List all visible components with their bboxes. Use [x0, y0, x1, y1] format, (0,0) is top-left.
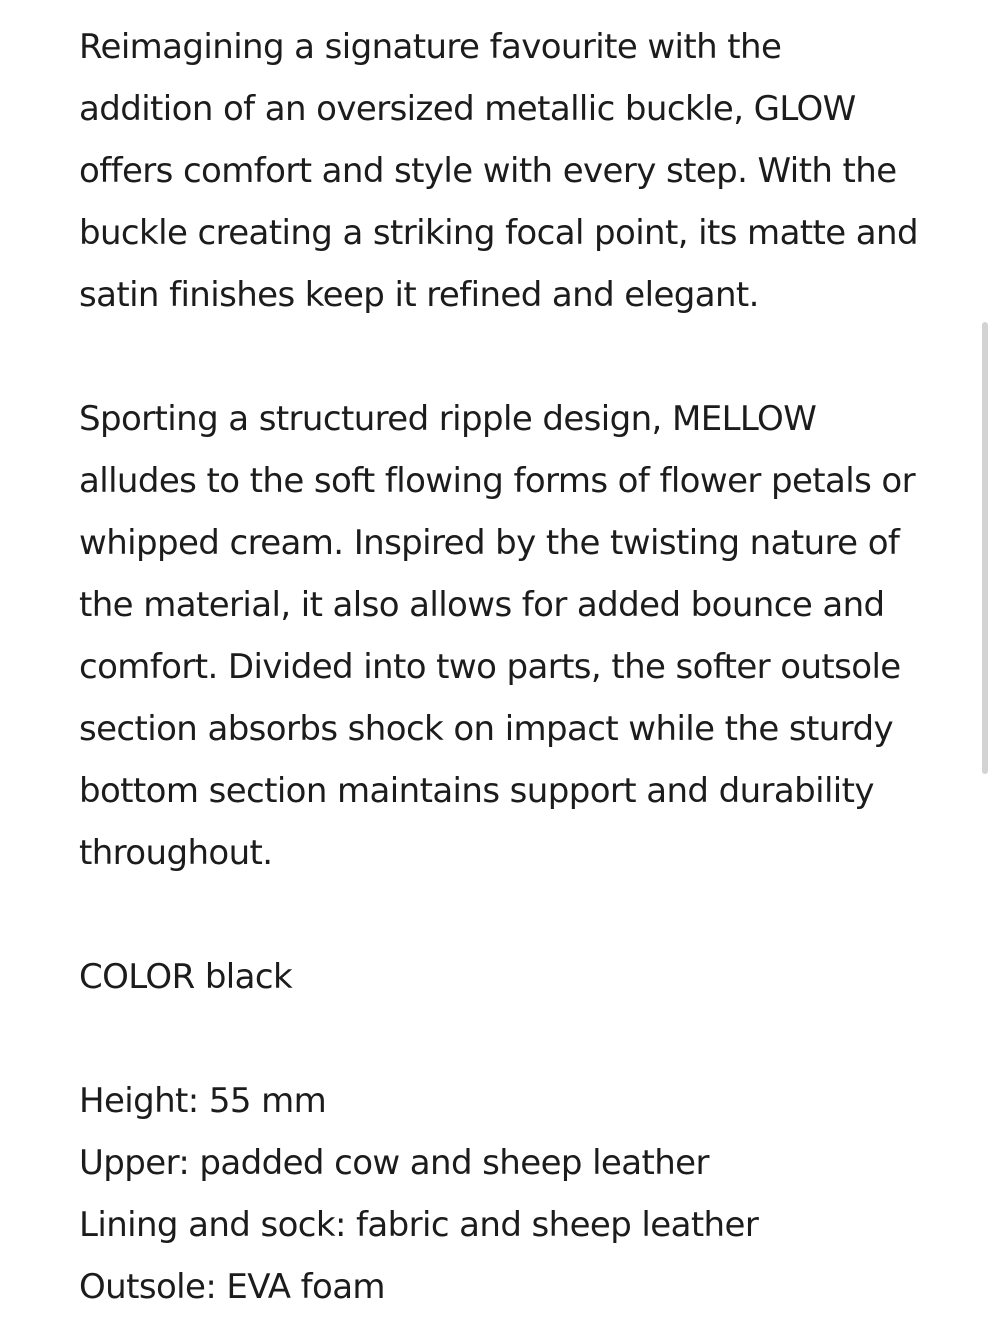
- text-line: addition of an oversized metallic buckle, GLOW: [79, 89, 856, 129]
- spec-upper: Upper: padded cow and sheep leather: [79, 1143, 709, 1183]
- glow-paragraph: [79, 16, 959, 326]
- mellow-paragraph: [79, 388, 959, 884]
- paragraph-spacer: [79, 884, 959, 946]
- text-line: comfort. Divided into two parts, the softer outsole: [79, 647, 901, 687]
- paragraph-spacer: [79, 1008, 959, 1070]
- spec-lining: Lining and sock: fabric and sheep leather: [79, 1205, 759, 1245]
- text-line: offers comfort and style with every step. With the: [79, 151, 897, 191]
- spec-outsole: Outsole: EVA foam: [79, 1267, 385, 1307]
- text-line: throughout.: [79, 833, 273, 873]
- color-line: COLOR black: [79, 957, 293, 997]
- spec-height: Height: 55 mm: [79, 1081, 327, 1121]
- text-line: satin finishes keep it refined and elegant.: [79, 275, 759, 315]
- text-line: Reimagining a signature favourite with the: [79, 27, 782, 67]
- vertical-scrollbar[interactable]: [982, 322, 990, 774]
- paragraph-spacer: [79, 326, 959, 388]
- text-line: whipped cream. Inspired by the twisting nature of: [79, 523, 900, 563]
- scrollbar-thumb[interactable]: [982, 322, 988, 774]
- text-line: section absorbs shock on impact while the sturdy: [79, 709, 893, 749]
- text-line: alludes to the soft flowing forms of flower petals or: [79, 461, 915, 501]
- text-line: the material, it also allows for added bounce and: [79, 585, 885, 625]
- text-line: buckle creating a striking focal point, its matte and: [79, 213, 918, 253]
- text-line: bottom section maintains support and durability: [79, 771, 874, 811]
- color-info: [79, 946, 959, 1008]
- product-description: [79, 16, 959, 1318]
- text-line: Sporting a structured ripple design, MELLOW: [79, 399, 817, 439]
- spec-list: [79, 1070, 959, 1318]
